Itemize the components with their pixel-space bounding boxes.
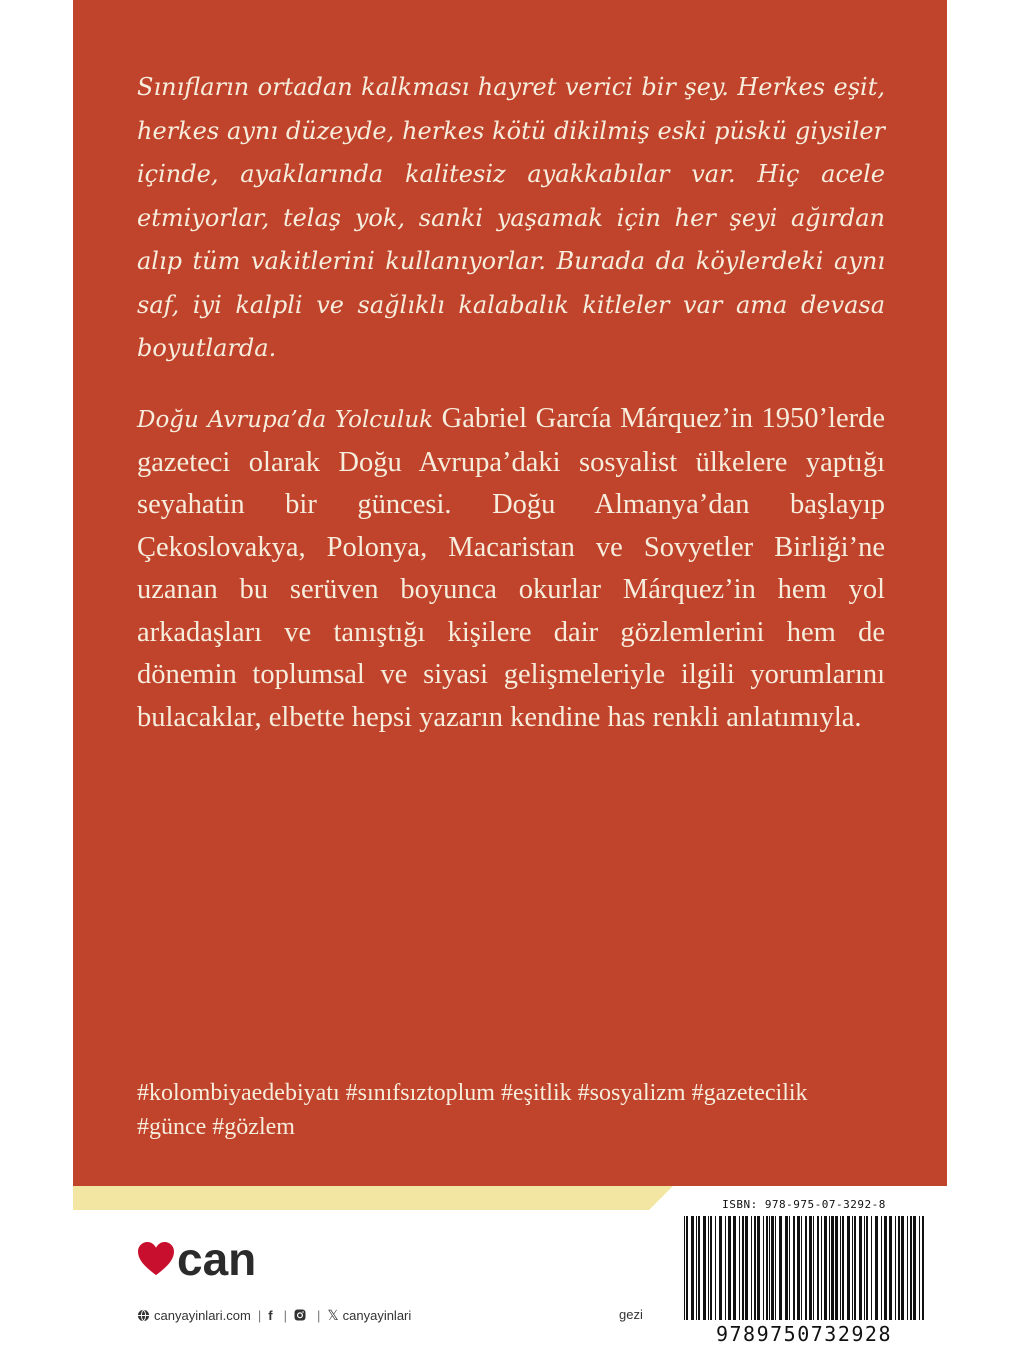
hashtags xyxy=(137,1076,907,1144)
social-handle[interactable]: canyayinlari xyxy=(342,1307,412,1323)
description-text: Gabriel García Márquez’in 1950’lerde gazeteci olarak Doğu Avrupa’daki sosyalist ülkelere yaptığı seyahatin bir güncesi. Doğu Almanya’dan başlayıp Çekoslovakya, Polonya, Macaristan ve Sovyetler Birliği’ne uzanan bu serüven boyunca okurlar Márquez’in hem yol arkadaşları ve tanıştığı kişilere dair gözlemlerini hem de dönemin toplumsal ve siyasi gelişmeleriyle ilgili yorumlarını bulacaklar, elbette hepsi yazarın kendine has renkli anlatımıyla. xyxy=(137,403,886,733)
instagram-icon[interactable] xyxy=(294,1309,306,1321)
isbn-label: ISBN: 978-975-07-3292-8 xyxy=(722,1198,886,1211)
website-link[interactable]: canyayinlari.com xyxy=(154,1307,251,1323)
publisher-footer xyxy=(137,1305,411,1325)
barcode-bars xyxy=(682,1216,928,1320)
hashtags-line-1: #kolombiyaedebiyatı #sınıfsıztoplum #eşitlik #sosyalizm #gazetecilik xyxy=(137,1080,808,1106)
back-cover xyxy=(73,0,947,1360)
book-title: Doğu Avrupa’da Yolculuk xyxy=(137,407,434,433)
yellow-stripe xyxy=(73,1186,673,1210)
divider: | xyxy=(257,1307,262,1323)
red-panel xyxy=(73,0,947,1186)
divider: | xyxy=(283,1307,287,1323)
x-icon[interactable]: 𝕏 xyxy=(327,1306,339,1323)
heart-icon xyxy=(137,1241,175,1277)
divider: | xyxy=(316,1307,321,1323)
quote-text: Sınıfların ortadan kalkması hayret verici bir şey. Herkes eşit, herkes aynı düzeyde, herkes kötü dikilmiş eski püskü giysiler içinde, ayaklarında kalitesiz ayakkabılar var. Hiç acele etmiyorlar, telaş yok, sanki yaşamak için her şeyi ağırdan alıp tüm vakitlerini kullanıyorlar. Burada da köylerdeki aynı saf, iyi kalpli ve sağlıklı kalabalık kitleler var ama devasa boyutlarda. xyxy=(137,73,885,362)
publisher-logo xyxy=(137,1233,257,1285)
globe-icon xyxy=(137,1309,150,1322)
hashtags-line-2: #günce #gözlem xyxy=(137,1114,295,1140)
publisher-name: can xyxy=(177,1233,257,1285)
barcode xyxy=(676,1198,932,1348)
barcode-number: 9789750732928 xyxy=(715,1322,893,1346)
description xyxy=(137,398,885,739)
facebook-icon[interactable]: f xyxy=(268,1307,273,1323)
category-label: gezi xyxy=(619,1307,643,1322)
